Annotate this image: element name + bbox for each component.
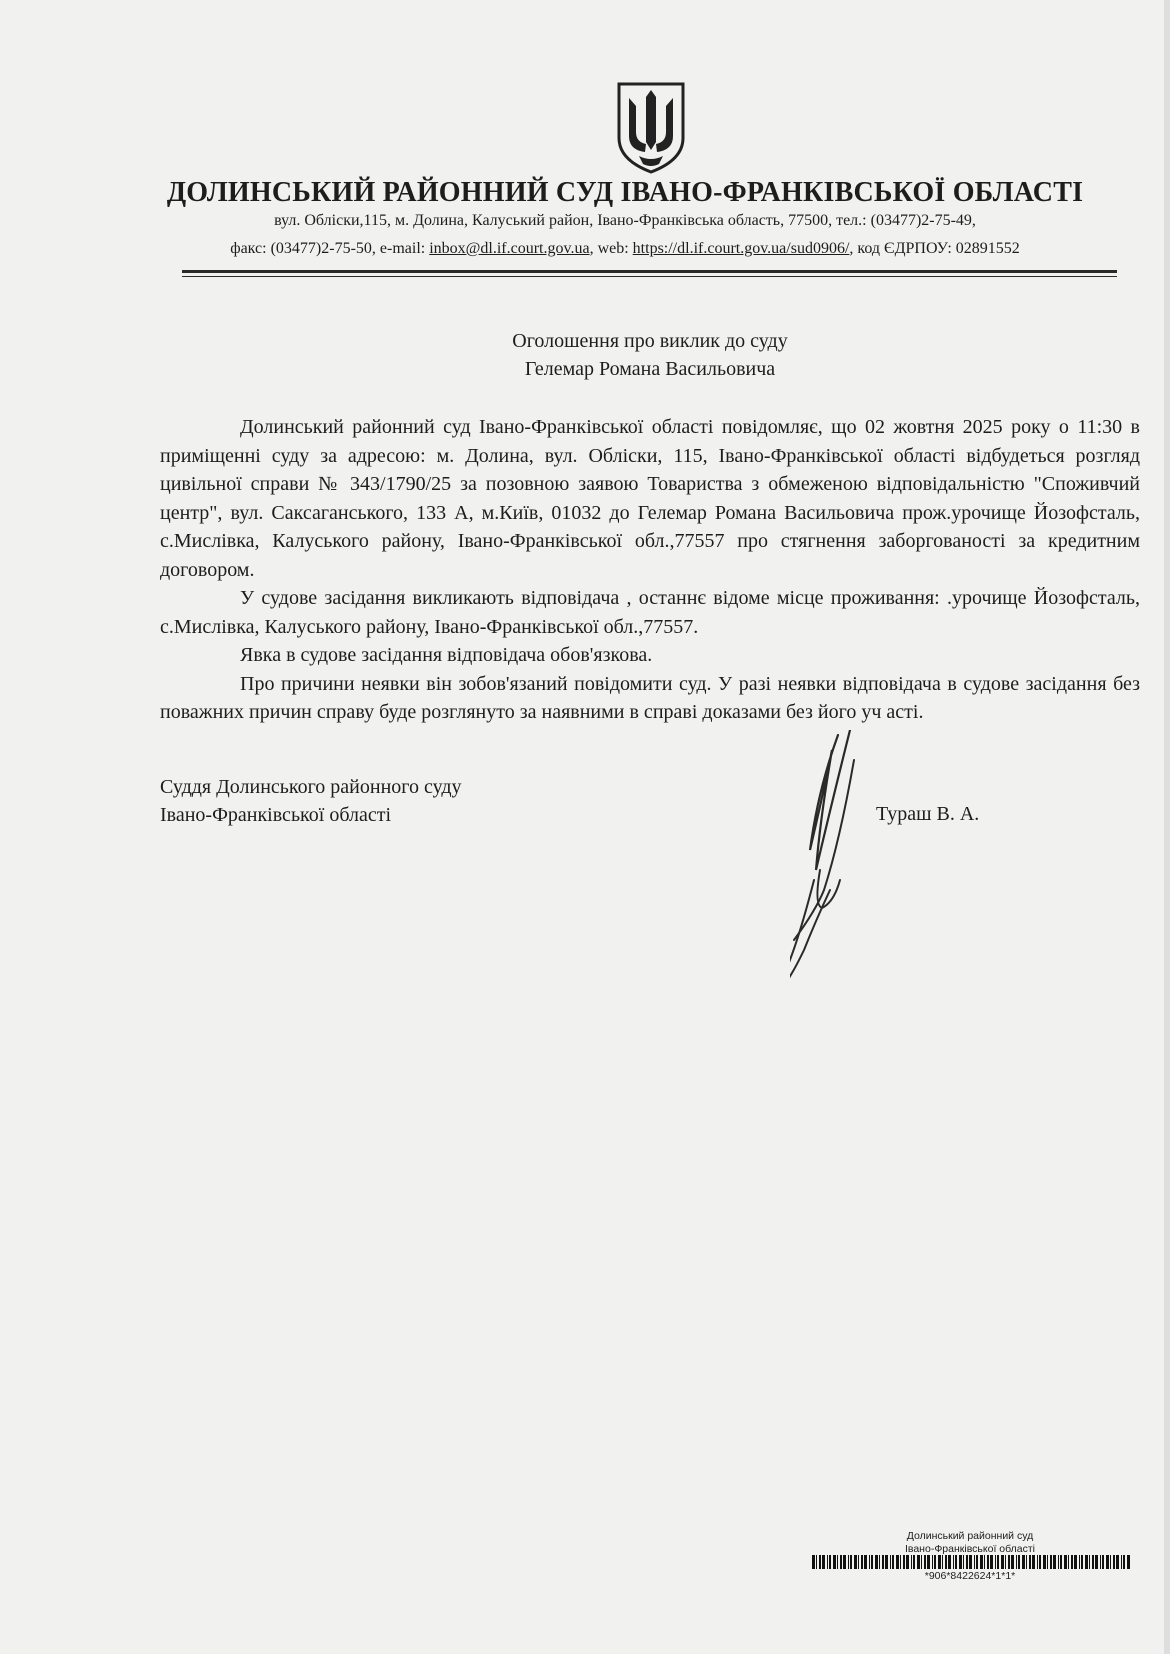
barcode-bar: [1085, 1555, 1088, 1569]
barcode-bar: [953, 1555, 954, 1569]
barcode-bar: [987, 1555, 989, 1569]
barcode-bar: [1079, 1555, 1080, 1569]
website-link[interactable]: https://dl.if.court.gov.ua/sud0906/: [632, 240, 850, 257]
barcode-bar: [945, 1555, 947, 1569]
barcode-bar: [900, 1555, 901, 1569]
judge-position: [160, 773, 462, 829]
barcode-bar: [892, 1555, 894, 1569]
judge-position-line: Суддя Долинського районного суду: [160, 776, 462, 798]
barcode-bar: [927, 1555, 930, 1569]
barcode-bar: [913, 1555, 915, 1569]
barcode-bar: [938, 1555, 941, 1569]
notice-paragraph: Долинський районний суд Івано-Франківської області повідомляє, що 02 жовтня 2025 року о 11:30 в приміщенні суду за адресою: м. Долина, вул. Обліски, 115, Івано-Франківської області відбудеться розгляд цивільної справи № 343/1790/25 за позовною заявою Товариства з обмеженою відповідальністю "Споживчий центр", вул. Саксаганського, 133 А, м.Київ, 01032 до Гелемар Романа Васильовича прож.урочище Йозофсталь, с.Мислівка, Калуського району, Івано-Франківської обл.,77557 про стягнення заборгованості за кредитним договором.: [160, 416, 1140, 581]
barcode-bar: [980, 1555, 983, 1569]
notice-body: [160, 413, 1140, 727]
barcode-bar: [1029, 1555, 1031, 1569]
judge-name: Тураш В. А.: [876, 803, 980, 825]
notice-paragraph: Про причини неявки він зобов'язаний повідомити суд. У разі неявки відповідача в судове засідання без поважних причин справу буде розглянуто за наявними в справі доказами без його уч асті.: [160, 672, 1140, 723]
barcode-bar: [833, 1555, 836, 1569]
barcode-bar: [1123, 1555, 1125, 1569]
barcode-bar: [822, 1555, 825, 1569]
barcode-caption: Івано-Франківської області: [904, 1543, 1036, 1555]
barcode-bar: [1011, 1555, 1014, 1569]
email-link[interactable]: inbox@dl.if.court.gov.ua: [429, 240, 590, 257]
barcode-bar: [864, 1555, 867, 1569]
barcode-bar: [885, 1555, 888, 1569]
barcode-bar: [1058, 1555, 1059, 1569]
barcode-bar: [1005, 1555, 1006, 1569]
barcode-bar: [871, 1555, 873, 1569]
barcode-bar: [1008, 1555, 1010, 1569]
barcode-bar: [906, 1555, 909, 1569]
barcode-number: *906*8422624*1*1*: [924, 1570, 1016, 1582]
barcode-bar: [1050, 1555, 1052, 1569]
barcode-bar: [974, 1555, 975, 1569]
court-address: вул. Обліски,115, м. Долина, Калуський район, Івано-Франківська область, 77500, тел.: (03477)2-75-49,: [274, 212, 976, 229]
barcode-bar: [1102, 1555, 1104, 1569]
barcode-bar: [816, 1555, 817, 1569]
barcode-bar: [840, 1555, 842, 1569]
barcode-bar: [924, 1555, 926, 1569]
barcode-bar: [921, 1555, 922, 1569]
tryzub-emblem-icon: [615, 80, 687, 176]
barcode-bar: [1127, 1555, 1130, 1569]
barcode-bar: [1110, 1555, 1111, 1569]
barcode-bar: [837, 1555, 838, 1569]
notice-paragraph: У судове засідання викликають відповідача , останнє відоме місце проживання: .урочище Йозофсталь, с.Мислівка, Калуського району, Івано-Франківської обл.,77557.: [160, 587, 1140, 638]
barcode-bar: [1026, 1555, 1027, 1569]
court-name: ДОЛИНСЬКИЙ РАЙОННИЙ СУД ІВАНО-ФРАНКІВСЬКОЇ ОБЛАСТІ: [166, 177, 1084, 208]
handwritten-signature: [790, 730, 920, 990]
barcode-bar: [848, 1555, 849, 1569]
barcode-bar: [917, 1555, 920, 1569]
barcode-caption: Долинський районний суд: [906, 1530, 1034, 1542]
barcode-bar: [1074, 1555, 1077, 1569]
barcode-bar: [911, 1555, 912, 1569]
barcode-bar: [959, 1555, 962, 1569]
barcode-bar: [1060, 1555, 1062, 1569]
barcode-bar: [934, 1555, 936, 1569]
barcode-bar: [827, 1555, 828, 1569]
barcode-bar: [1095, 1555, 1098, 1569]
barcode-bar: [1053, 1555, 1056, 1569]
barcode-bar: [829, 1555, 831, 1569]
barcode: [812, 1555, 1132, 1569]
barcode-bar: [812, 1555, 815, 1569]
barcode-bar: [858, 1555, 859, 1569]
barcode-bar: [963, 1555, 964, 1569]
barcode-bar: [1081, 1555, 1083, 1569]
barcode-bar: [1100, 1555, 1101, 1569]
barcode-bar: [869, 1555, 870, 1569]
notice-paragraph: Явка в судове засідання відповідача обов'язкова.: [240, 644, 653, 666]
barcode-bar: [903, 1555, 905, 1569]
barcode-bar: [1018, 1555, 1020, 1569]
barcode-bar: [819, 1555, 821, 1569]
barcode-bar: [1037, 1555, 1038, 1569]
barcode-bar: [942, 1555, 943, 1569]
barcode-bar: [879, 1555, 880, 1569]
barcode-bar: [1113, 1555, 1115, 1569]
barcode-bar: [1121, 1555, 1122, 1569]
barcode-bar: [875, 1555, 878, 1569]
barcode-bar: [1001, 1555, 1004, 1569]
barcode-bar: [850, 1555, 852, 1569]
barcode-bar: [896, 1555, 899, 1569]
scan-edge: [1164, 0, 1170, 1654]
barcode-bar: [955, 1555, 957, 1569]
edrpou-code: , код ЄДРПОУ: 02891552: [849, 240, 1020, 257]
barcode-bar: [984, 1555, 985, 1569]
barcode-bar: [1116, 1555, 1119, 1569]
barcode-bar: [1047, 1555, 1048, 1569]
barcode-bar: [861, 1555, 863, 1569]
barcode-bar: [1071, 1555, 1073, 1569]
web-label: , web:: [589, 240, 633, 257]
barcode-bar: [843, 1555, 846, 1569]
judge-position-line: Івано-Франківської області: [160, 804, 392, 826]
header-divider-thin: [182, 276, 1117, 277]
barcode-bar: [1043, 1555, 1046, 1569]
barcode-bar: [890, 1555, 891, 1569]
barcode-bar: [966, 1555, 968, 1569]
barcode-bar: [1032, 1555, 1035, 1569]
header-divider-thick: [182, 270, 1117, 273]
barcode-bar: [1089, 1555, 1090, 1569]
court-contacts: [150, 240, 1100, 258]
barcode-bar: [997, 1555, 999, 1569]
barcode-bar: [1064, 1555, 1067, 1569]
barcode-bar: [990, 1555, 993, 1569]
barcode-bar: [969, 1555, 972, 1569]
barcode-bar: [1106, 1555, 1109, 1569]
barcode-bar: [1039, 1555, 1041, 1569]
barcode-bar: [995, 1555, 996, 1569]
barcode-bar: [1092, 1555, 1094, 1569]
notice-title: Оголошення про виклик до суду: [512, 330, 788, 352]
barcode-bar: [1022, 1555, 1025, 1569]
notice-addressee: Гелемар Романа Васильовича: [524, 358, 776, 380]
barcode-bar: [932, 1555, 933, 1569]
barcode-bar: [882, 1555, 884, 1569]
barcode-bar: [976, 1555, 978, 1569]
barcode-bar: [1068, 1555, 1069, 1569]
barcode-bar: [948, 1555, 951, 1569]
barcode-bar: [1016, 1555, 1017, 1569]
fax-label: факс: (03477)2-75-50, e-mail:: [230, 240, 430, 257]
barcode-bar: [854, 1555, 857, 1569]
